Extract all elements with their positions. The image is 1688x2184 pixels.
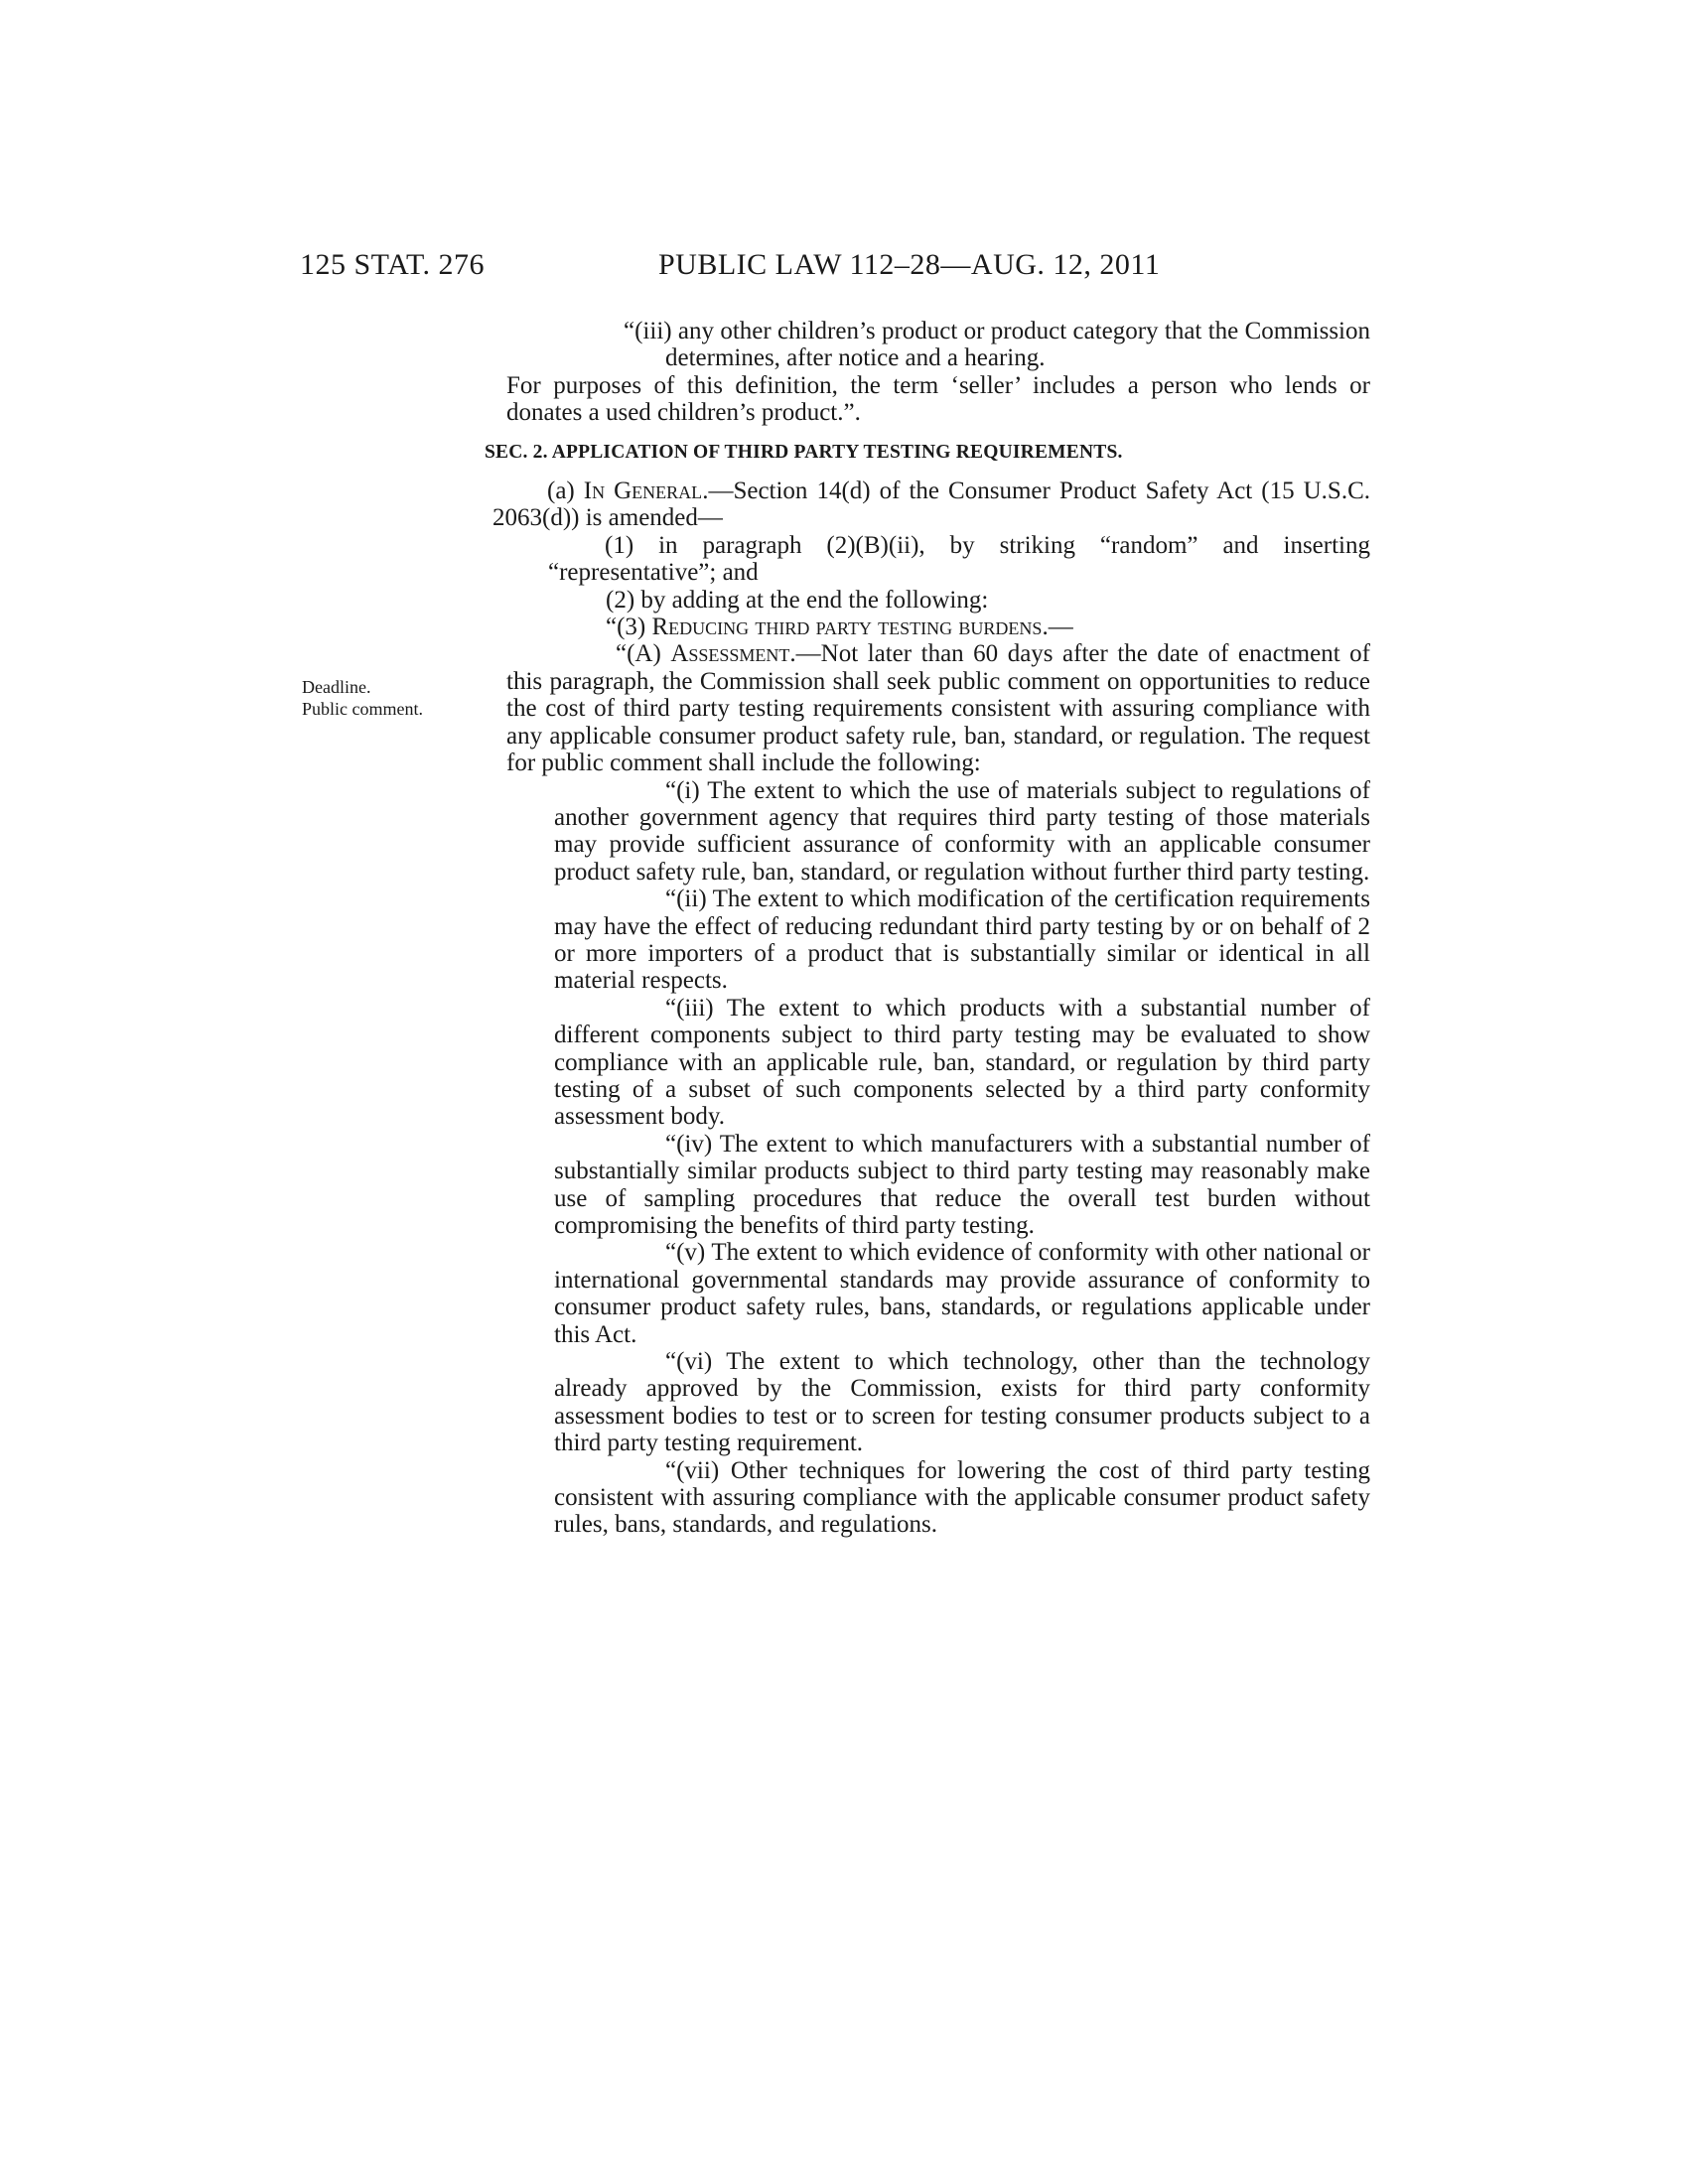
paragraph-A-prefix: “(A) <box>616 640 671 668</box>
paragraph-a <box>492 478 1370 532</box>
paragraph-A <box>496 640 1370 776</box>
margin-note-public-comment: Public comment. <box>302 699 423 719</box>
paragraph-3-caption: Reducing third party testing burdens <box>651 614 1043 641</box>
clause-vii: “(vii) Other techniques for lowering the cost of third party testing consistent with assuring compliance with the applicable consumer product safety rules, bans, standards, and regulations. <box>554 1456 1370 1539</box>
statute-reference: 125 STAT. 276 <box>300 248 486 281</box>
clause-vi: “(vi) The extent to which technology, other than the technology already approved by the Commission, exists for third party conformity assessment bodies to test or to screen for testing consumer products subject to a third party testing requirement. <box>554 1348 1370 1457</box>
page-header <box>0 248 1688 288</box>
paragraph-A-caption: Assessment <box>670 640 790 668</box>
paragraph-A-text: .—Not later than 60 days after the date of enactment of this paragraph, the Commission shall seek public comment on opportunities to reduce the cost of third party testing requirements consistent with assuring compliance with any applicable consumer product safety rule, ban, standard, or regulation. The request for public comment shall include the following: <box>506 640 1370 777</box>
clause-v: “(v) The extent to which evidence of conformity with other national or international governmental standards may provide assurance of conformity to consumer product safety rules, bans, standards, or regulations applicable under this Act. <box>554 1239 1370 1348</box>
document-body <box>485 318 1371 1539</box>
clause-iv: “(iv) The extent to which manufacturers with a substantial number of substantially similar products subject to third party testing may reasonably make use of sampling procedures that reduce the overall test burden without compromising the benefits of third party testing. <box>554 1130 1370 1239</box>
clause-ii: “(ii) The extent to which modification of the certification requirements may have the effect of reducing redundant third party testing by or on behalf of 2 or more importers of a product that is substantially similar or identical in all material respects. <box>554 886 1370 995</box>
paragraph-a-text: .—Section 14(d) of the Consumer Product Safety Act (15 U.S.C. 2063(d)) is amended— <box>492 478 1371 532</box>
paragraph-3 <box>496 614 1370 640</box>
paragraph-1: (1) in paragraph (2)(B)(ii), by striking “random” and inserting “representative”; and <box>548 531 1370 587</box>
paragraph-iii-prior: “(iii) any other children’s product or product category that the Commission determines, after notice and a hearing. <box>624 318 1370 372</box>
margin-note-deadline: Deadline. <box>302 677 371 697</box>
paragraph-a-prefix: (a) <box>547 478 584 505</box>
margin-notes <box>302 676 423 720</box>
paragraph-seller-definition: For purposes of this definition, the term ‘seller’ includes a person who lends or donates a used children’s product.”. <box>506 371 1370 427</box>
section-heading: SEC. 2. APPLICATION OF THIRD PARTY TESTING REQUIREMENTS. <box>485 441 1123 463</box>
public-law-title: PUBLIC LAW 112–28—AUG. 12, 2011 <box>658 248 1161 281</box>
paragraph-3-prefix: “(3) <box>606 614 652 641</box>
paragraph-2: (2) by adding at the end the following: <box>606 586 989 614</box>
paragraph-3-text: .— <box>1042 614 1073 641</box>
paragraph-a-caption: In General <box>583 478 703 505</box>
clause-iii: “(iii) The extent to which products with a substantial number of different components subject to third party testing may be evaluated to show compliance with an applicable rule, ban, standard, or regulation by third party testing of a subset of such components selected by a third party conformity assessment body. <box>554 994 1370 1131</box>
clause-i: “(i) The extent to which the use of materials subject to regulations of another government agency that requires third party testing of those materials may provide sufficient assurance of conformity with an applicable consumer product safety rule, ban, standard, or regulation without further third party testing. <box>554 776 1370 886</box>
